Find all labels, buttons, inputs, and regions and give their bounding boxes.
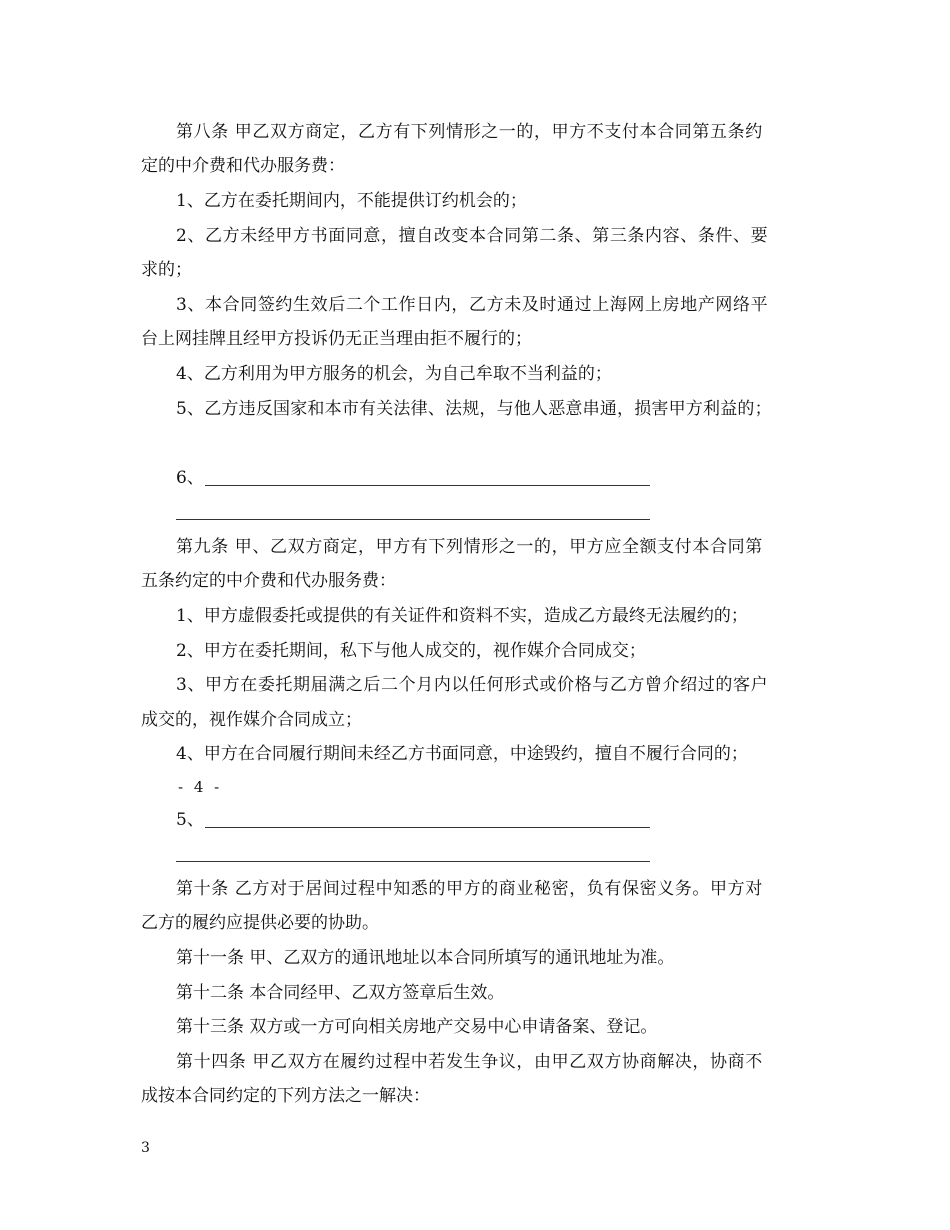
- article-9-item-3-line-1: 3、甲方在委托期届满之后二个月内以任何形式或价格与乙方曾介绍过的客户: [176, 675, 769, 695]
- article-13: 第十三条 双方或一方可向相关房地产交易中心申请备案、登记。: [176, 1017, 658, 1037]
- article-9-item-1: 1、甲方虚假委托或提供的有关证件和资料不实，造成乙方最终无法履约的；: [176, 606, 748, 626]
- article-9-item-2: 2、甲方在委托期间，私下与他人成交的，视作媒介合同成交；: [176, 641, 646, 661]
- article-10-line-1: 第十条 乙方对于居间过程中知悉的甲方的商业秘密，负有保密义务。甲方对: [176, 879, 763, 899]
- article-8-item-4: 4、乙方利用为甲方服务的机会，为自己牟取不当利益的；: [176, 364, 612, 384]
- article-8-line-2: 定的中介费和代办服务费：: [141, 156, 345, 176]
- page-number: 3: [141, 1140, 150, 1156]
- article-8-item-5: 5、乙方违反国家和本市有关法律、法规，与他人恶意串通，损害甲方利益的；: [176, 399, 772, 419]
- article-8-item-3-line-2: 台上网挂牌且经甲方投诉仍无正当理由拒不履行的；: [141, 329, 532, 349]
- inner-page-number: [178, 777, 222, 797]
- article-8-item-2-line-2: 求的；: [141, 260, 192, 280]
- inner-page-number-text: - 4 -: [178, 778, 223, 796]
- article-14-line-2: 成按本合同约定的下列方法之一解决：: [141, 1086, 430, 1106]
- article-9-item-4: 4、甲方在合同履行期间未经乙方书面同意，中途毁约，擅自不履行合同的；: [176, 744, 748, 764]
- fill-in-blank-line: [176, 519, 650, 520]
- article-8-item-1: 1、乙方在委托期间内，不能提供订约机会的；: [176, 191, 527, 211]
- article-9-item-3-line-2: 成交的，视作媒介合同成立；: [141, 710, 362, 730]
- article-11: 第十一条 甲、乙双方的通讯地址以本合同所填写的通讯地址为准。: [176, 948, 675, 968]
- article-9-line-2: 五条约定的中介费和代办服务费：: [141, 571, 396, 591]
- fill-in-blank-line: [176, 861, 650, 862]
- article-8-item-6: 6、: [176, 468, 204, 488]
- fill-in-blank-line: [205, 827, 650, 828]
- article-8-item-3-line-1: 3、本合同签约生效后二个工作日内，乙方未及时通过上海网上房地产网络平: [176, 295, 769, 315]
- fill-in-blank-line: [205, 485, 650, 486]
- article-9-line-1: 第九条 甲、乙双方商定，甲方有下列情形之一的，甲方应全额支付本合同第: [176, 537, 763, 557]
- article-10-line-2: 乙方的履约应提供必要的协助。: [141, 913, 379, 933]
- article-12: 第十二条 本合同经甲、乙双方签章后生效。: [176, 983, 505, 1003]
- article-8-line-1: 第八条 甲乙双方商定，乙方有下列情形之一的，甲方不支付本合同第五条约: [176, 122, 763, 142]
- article-8-item-2-line-1: 2、乙方未经甲方书面同意，擅自改变本合同第二条、第三条内容、条件、要: [176, 226, 769, 246]
- article-14-line-1: 第十四条 甲乙双方在履约过程中若发生争议，由甲乙双方协商解决，协商不: [176, 1052, 763, 1072]
- article-9-item-5: 5、: [176, 810, 204, 830]
